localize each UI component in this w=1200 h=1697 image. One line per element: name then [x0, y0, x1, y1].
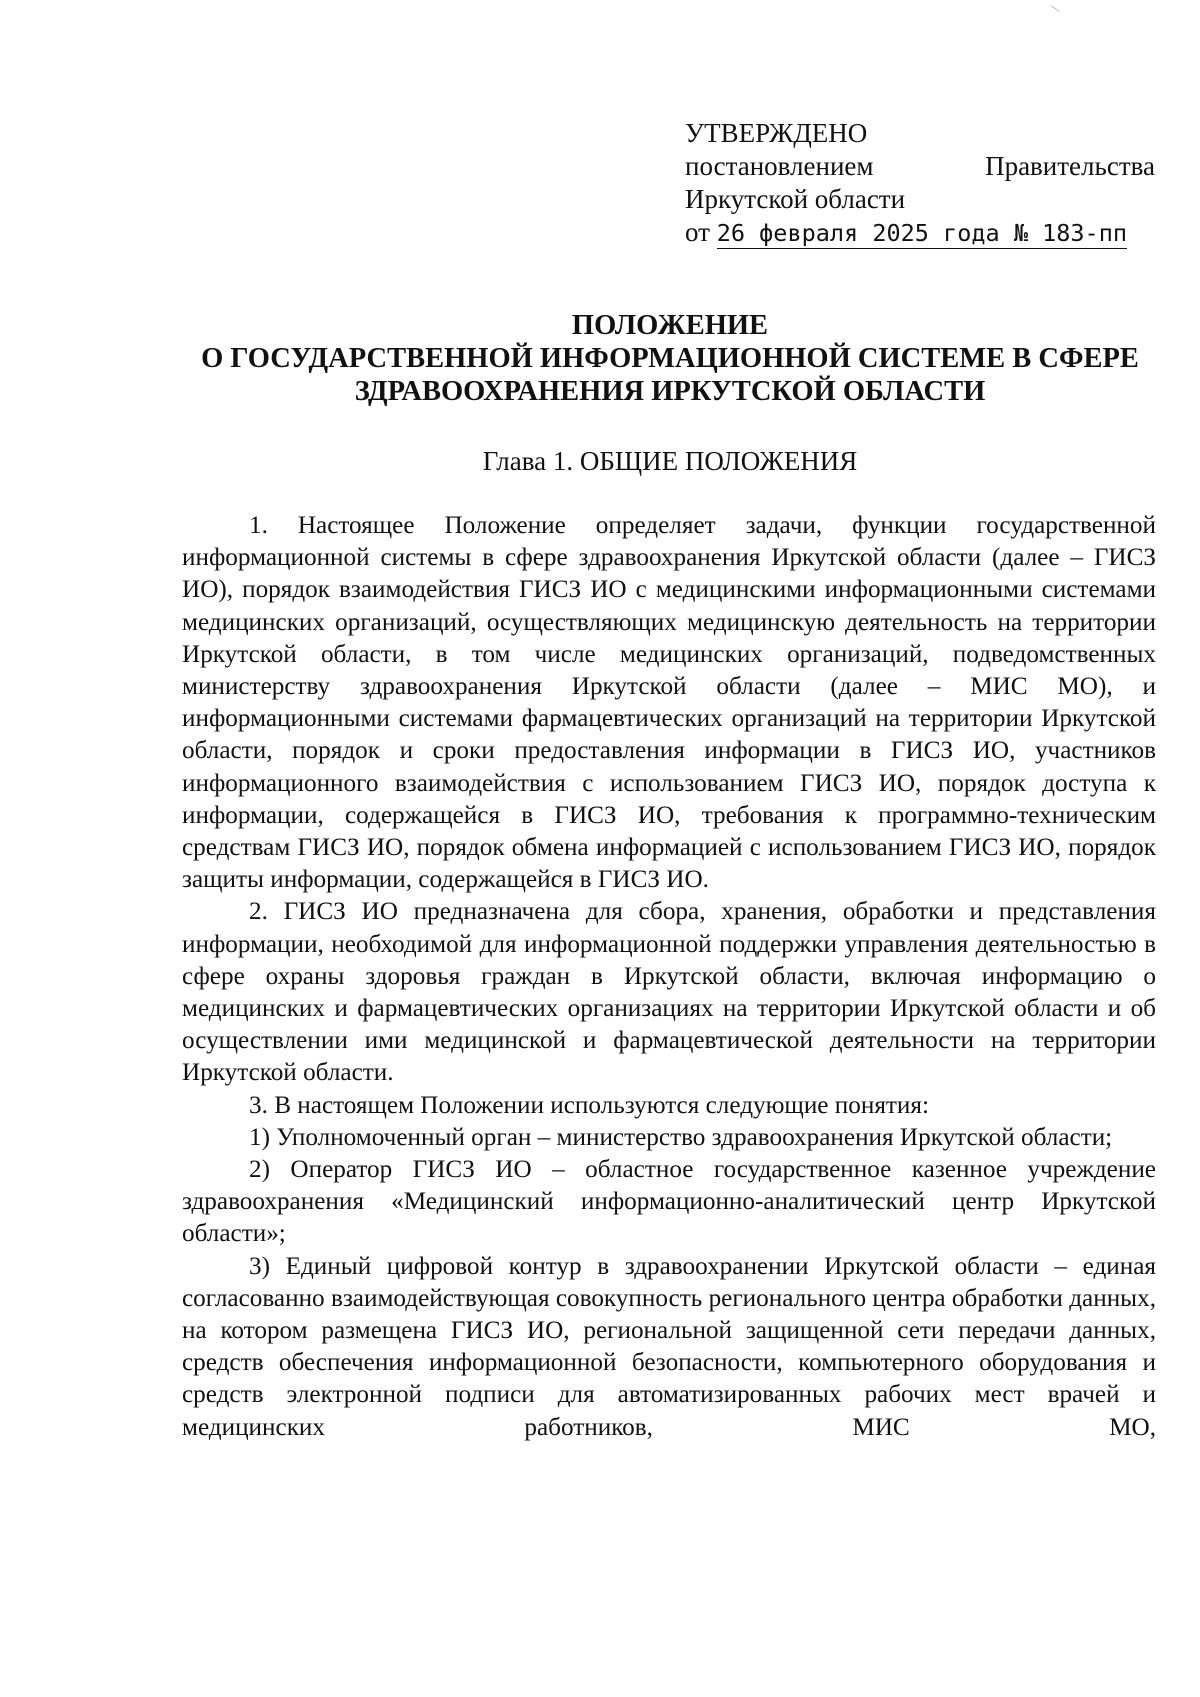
- approval-authority-right: Правительства: [985, 151, 1155, 181]
- document-title: [140, 309, 1200, 408]
- approval-date-prefix: от: [685, 217, 710, 247]
- approval-heading: УТВЕРЖДЕНО: [685, 118, 868, 148]
- scan-artifact: [1051, 5, 1060, 12]
- document-body: [182, 510, 1156, 1444]
- approval-date-line: [685, 216, 1155, 249]
- definition-1: 1) Уполномоченный орган – министерство здравоохранения Иркутской области;: [249, 1123, 1113, 1151]
- approval-region: Иркутской области: [685, 184, 906, 214]
- paragraph-2: 2. ГИСЗ ИО предназначена для сбора, хранения, обработки и представления информации, необходимой для информационной поддержки управления деятельностью в сфере охраны здоровья граждан в Иркутской области, включая информацию о медицинских и фармацевтических организациях на территории Иркутской области и об осуществлении ими медицинской и фармацевтической деятельности на территории Иркутской области.: [182, 898, 1156, 1087]
- approval-date-value: 26 февраля 2025 года № 183-пп: [716, 219, 1128, 247]
- title-line-2: О ГОСУДАРСТВЕННОЙ ИНФОРМАЦИОННОЙ СИСТЕМЕ В СФЕРЕ: [201, 343, 1139, 374]
- approval-authority-left: постановлением: [685, 151, 874, 181]
- paragraph-3: 3. В настоящем Положении используются следующие понятия:: [249, 1091, 929, 1119]
- approval-authority-line: [685, 150, 1155, 183]
- definition-2: 2) Оператор ГИСЗ ИО – областное государственное казенное учреждение здравоохранения «Медицинский информационно-аналитический центр Иркутской области»;: [182, 1156, 1156, 1248]
- paragraph-1: 1. Настоящее Положение определяет задачи, функции государственной информационной системы в сфере здравоохранения Иркутской области (далее – ГИСЗ ИО), порядок взаимодействия ГИСЗ ИО с медицинскими информационными системами медицинских организаций, осуществляющих медицинскую деятельность на территории Иркутской области, в том числе медицинских организаций, подведомственных министерству здравоохранения Иркутской области (далее – МИС МО), и информационными системами фармацевтических организаций на территории Иркутской области, порядок и сроки предоставления информации в ГИСЗ ИО, участников информационного взаимодействия с использованием ГИСЗ ИО, порядок доступа к информации, содержащейся в ГИСЗ ИО, требования к программно-техническим средствам ГИСЗ ИО, порядок обмена информацией с использованием ГИСЗ ИО, порядок защиты информации, содержащейся в ГИСЗ ИО.: [182, 512, 1156, 894]
- definition-3: 3) Единый цифровой контур в здравоохранении Иркутской области – единая согласованно взаимодействующая совокупность регионального центра обработки данных, на котором размещена ГИСЗ ИО, региональной защищенной сети передачи данных, средств обеспечения информационной безопасности, компьютерного оборудования и средств электронной подписи для автоматизированных рабочих мест врачей и медицинских работников, МИС МО,: [182, 1252, 1156, 1441]
- chapter-heading: Глава 1. ОБЩИЕ ПОЛОЖЕНИЯ: [482, 446, 858, 476]
- title-line-1: ПОЛОЖЕНИЕ: [571, 310, 769, 341]
- approval-stamp: [685, 117, 1155, 249]
- title-line-3: ЗДРАВООХРАНЕНИЯ ИРКУТСКОЙ ОБЛАСТИ: [354, 376, 986, 407]
